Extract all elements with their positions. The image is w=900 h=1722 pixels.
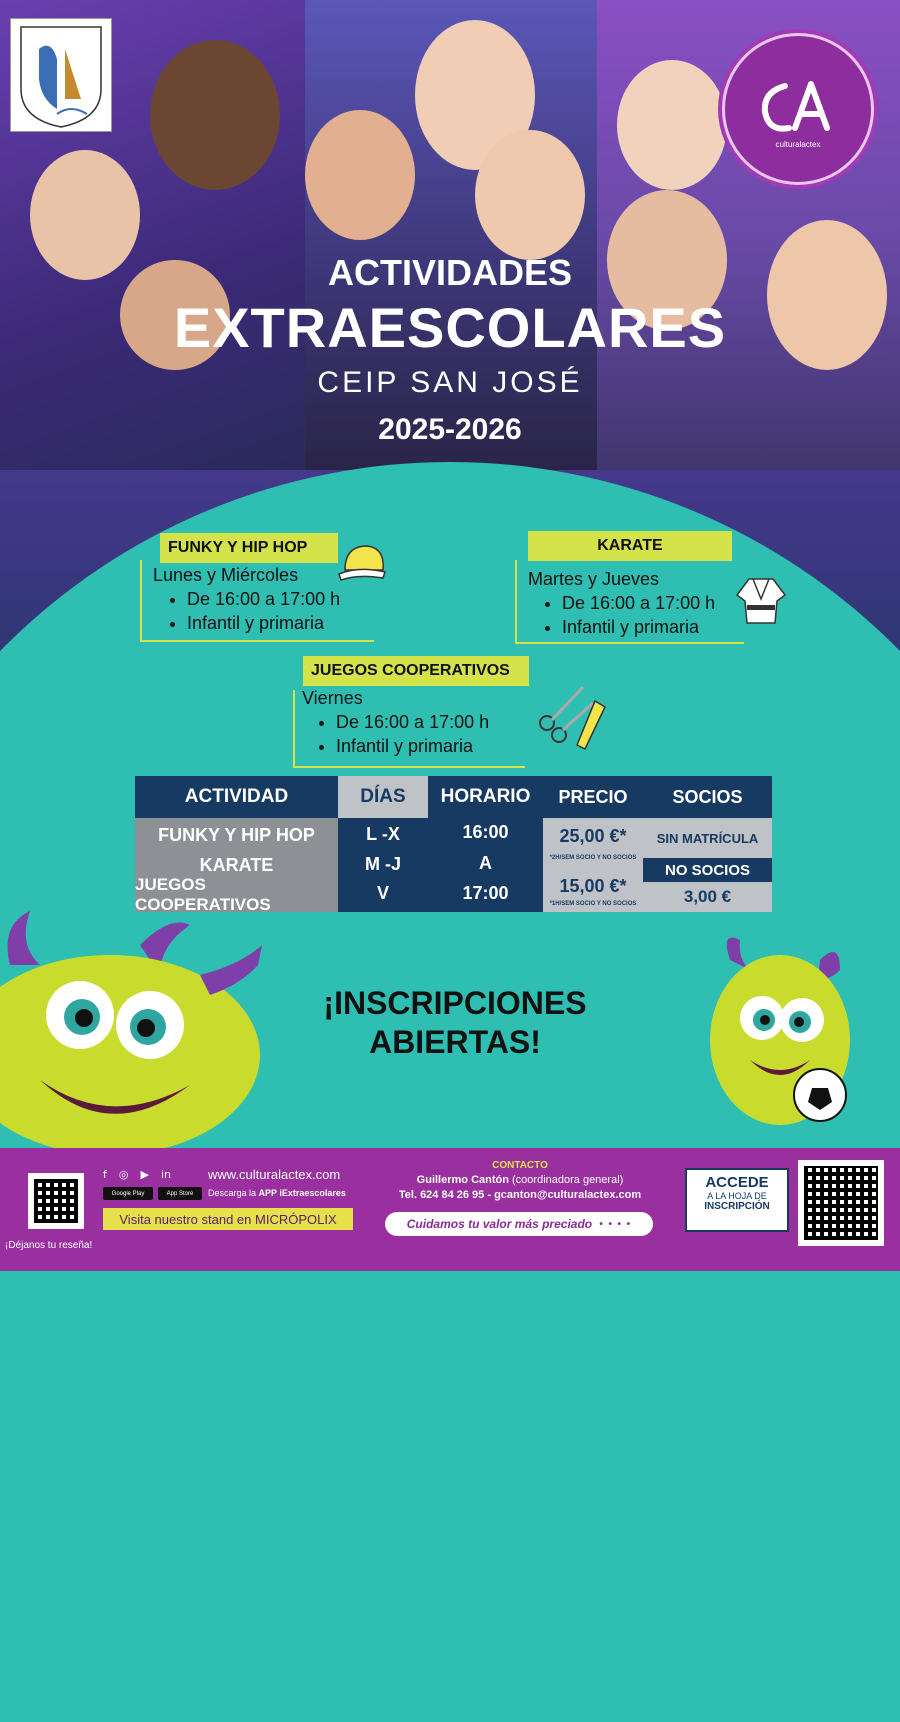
no-socios-label: NO SOCIOS (643, 858, 772, 882)
horario-end: 17:00 (462, 882, 509, 903)
precio-1h-note: *1H/SEM SOCIO Y NO SOCIOS (549, 900, 637, 907)
accede-title: ACCEDE (705, 1174, 769, 1191)
row-dias-karate: M -J (365, 853, 401, 874)
facebook-icon[interactable]: f (103, 1168, 107, 1181)
footer-qr-right[interactable] (798, 1160, 884, 1246)
activity-level: • Infantil y primaria (562, 615, 748, 639)
accede-sub: A LA HOJA DE (707, 1191, 767, 1201)
linkedin-icon[interactable]: in (160, 1168, 171, 1181)
slogan-text: Cuidamos tu valor más preciado (406, 1217, 593, 1231)
socios-sin-matricula: SIN MATRÍCULA (643, 818, 772, 858)
activity-days: Lunes y Miércoles (153, 565, 299, 585)
google-play-badge[interactable] (103, 1187, 153, 1200)
accede-bold: INSCRIPCIÓN (704, 1201, 770, 1212)
monster-right-icon (690, 930, 860, 1150)
website-link[interactable]: www.culturalactex.com (208, 1167, 341, 1182)
activity-label-juegos: JUEGOS COOPERATIVOS (303, 656, 529, 686)
monster-left-icon (0, 905, 270, 1150)
cta-line1: ¡INSCRIPCIONES (323, 985, 587, 1021)
school-year: 2025-2026 (378, 413, 522, 446)
precio-2h-note: *2H/SEM SOCIO Y NO SOCIOS (549, 854, 637, 861)
header-dias: DÍAS (338, 776, 428, 818)
accede-button[interactable] (685, 1168, 789, 1232)
scissors-icon (535, 683, 619, 753)
download-text (208, 1188, 346, 1198)
slogan-dots-icon: • • • • (598, 1218, 632, 1230)
precio-2h: 25,00 €* (559, 825, 627, 846)
stand-banner: Visita nuestro stand en MICRÓPOLIX (103, 1208, 353, 1230)
activity-details-juegos (302, 686, 532, 758)
header-actividad: ACTIVIDAD (135, 776, 338, 818)
school-crest-icon (11, 19, 111, 131)
footer-qr-left[interactable] (28, 1173, 84, 1229)
row-actividad-juegos: JUEGOS COOPERATIVOS (135, 875, 271, 914)
cta-line2: ABIERTAS! (369, 1024, 541, 1060)
horario-a: A (479, 852, 492, 873)
youtube-icon[interactable]: ▶ (140, 1168, 149, 1181)
activity-label-karate: KARATE (528, 531, 732, 561)
row-dias-juegos: V (376, 882, 389, 903)
seal-brand: culturalactex (775, 140, 821, 149)
header-horario: HORARIO (428, 776, 543, 818)
price-table (135, 776, 772, 912)
slogan-banner (385, 1212, 653, 1236)
download-prefix: Descarga la (208, 1188, 257, 1198)
no-socios-price: 3,00 € (643, 882, 772, 912)
title-line2: EXTRAESCOLARES (173, 296, 727, 359)
contact-role: (coordinadora general) (512, 1174, 624, 1186)
culturalactex-logo-icon (725, 36, 871, 182)
karate-gi-icon (735, 575, 787, 627)
row-actividad-funky: FUNKY Y HIP HOP (158, 824, 315, 845)
app-store-badge[interactable] (158, 1187, 202, 1200)
precio-1h: 15,00 €* (559, 875, 627, 896)
activity-level: • Infantil y primaria (187, 611, 373, 635)
contact-name: Guillermo Cantón (416, 1174, 509, 1186)
row-actividad-karate: KARATE (199, 854, 274, 875)
contact-title: CONTACTO (492, 1160, 548, 1171)
activity-days: Martes y Jueves (528, 569, 660, 589)
instagram-icon[interactable]: ◎ (118, 1168, 129, 1181)
activity-time: • De 16:00 a 17:00 h (187, 587, 373, 611)
contact-name-line (380, 1174, 660, 1186)
activity-details-karate (528, 567, 748, 639)
culturalactex-seal (722, 33, 874, 185)
activity-label-funky: FUNKY Y HIP HOP (160, 533, 338, 563)
cap-icon (335, 540, 389, 584)
activity-time: • De 16:00 a 17:00 h (336, 710, 532, 734)
row-dias-funky: L -X (366, 823, 400, 844)
horario-start: 16:00 (462, 821, 509, 842)
social-icons (103, 1168, 203, 1182)
contact-phone[interactable]: Tel. 624 84 26 95 - gcanton@culturalactex.com (398, 1189, 642, 1201)
activity-level: • Infantil y primaria (336, 734, 532, 758)
download-app-name: APP iExtraescolares (258, 1188, 346, 1198)
school-name: CEIP SAN JOSÉ (317, 366, 583, 399)
google-play-label: Google Play (111, 1190, 145, 1197)
school-logo (10, 18, 112, 132)
header-precio: PRECIO (543, 776, 643, 818)
app-store-label: App Store (166, 1190, 194, 1197)
title-line1: ACTIVIDADES (327, 252, 573, 293)
activity-time: • De 16:00 a 17:00 h (562, 591, 748, 615)
header-socios: SOCIOS (643, 776, 772, 818)
activity-days: Viernes (302, 688, 363, 708)
review-text: ¡Déjanos tu reseña! (5, 1240, 93, 1251)
